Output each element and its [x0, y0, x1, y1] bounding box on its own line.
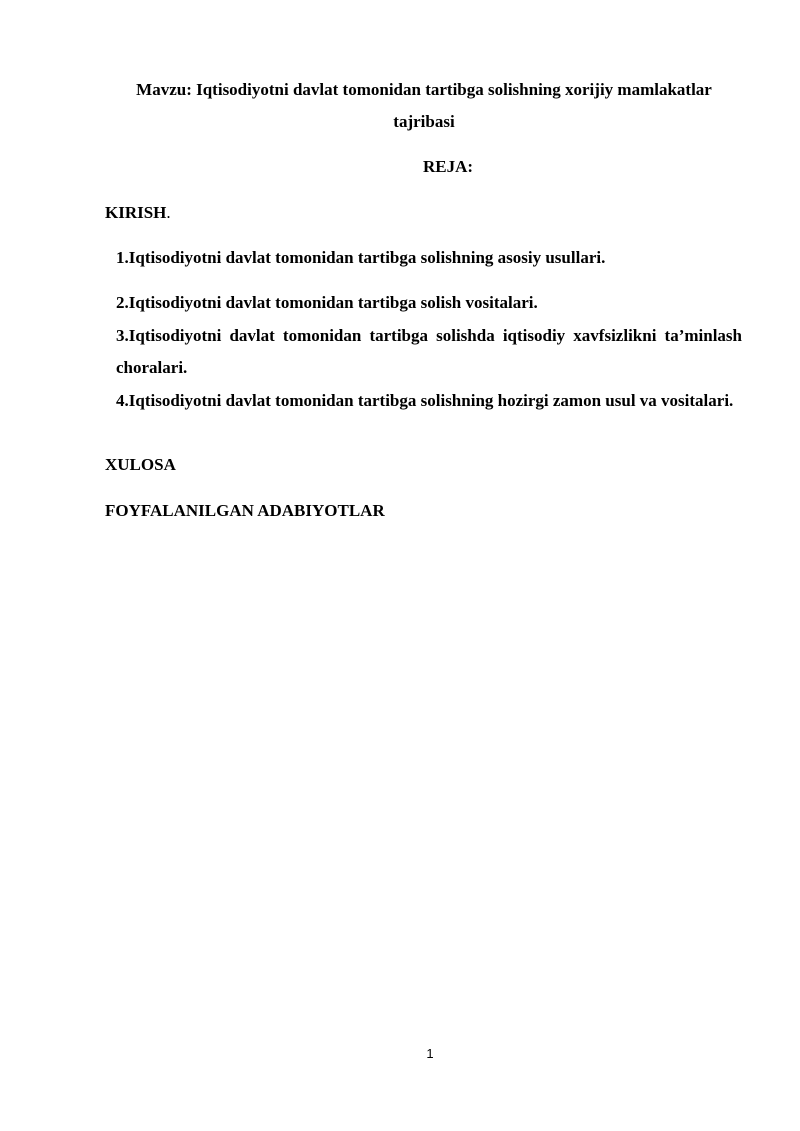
conclusion-heading: XULOSA	[105, 455, 176, 474]
plan-heading: REJA:	[422, 157, 474, 176]
intro-heading	[105, 200, 171, 226]
intro-punctuation: .	[166, 203, 171, 222]
references-heading: FOYFALANILGAN ADABIYOTLAR	[105, 501, 385, 520]
document-title: Mavzu: Iqtisodiyotni davlat tomonidan tartibga solishning xorijiy mamlakatlar tajribasi	[136, 80, 712, 131]
plan-item-1: 1.Iqtisodiyotni davlat tomonidan tartibga solishning asosiy usullari.	[116, 248, 606, 267]
plan-item-4: 4.Iqtisodiyotni davlat tomonidan tartibga solishning hozirgi zamon usul va vositalari.	[116, 391, 734, 410]
plan-item-2: 2.Iqtisodiyotni davlat tomonidan tartibga solish vositalari.	[116, 293, 538, 312]
page-number: 1	[426, 1046, 434, 1061]
intro-label: KIRISH	[105, 203, 167, 222]
plan-item-3: 3.Iqtisodiyotni davlat tomonidan tartibga solishda iqtisodiy xavfsizlikni ta’minlash choralari.	[116, 326, 742, 377]
